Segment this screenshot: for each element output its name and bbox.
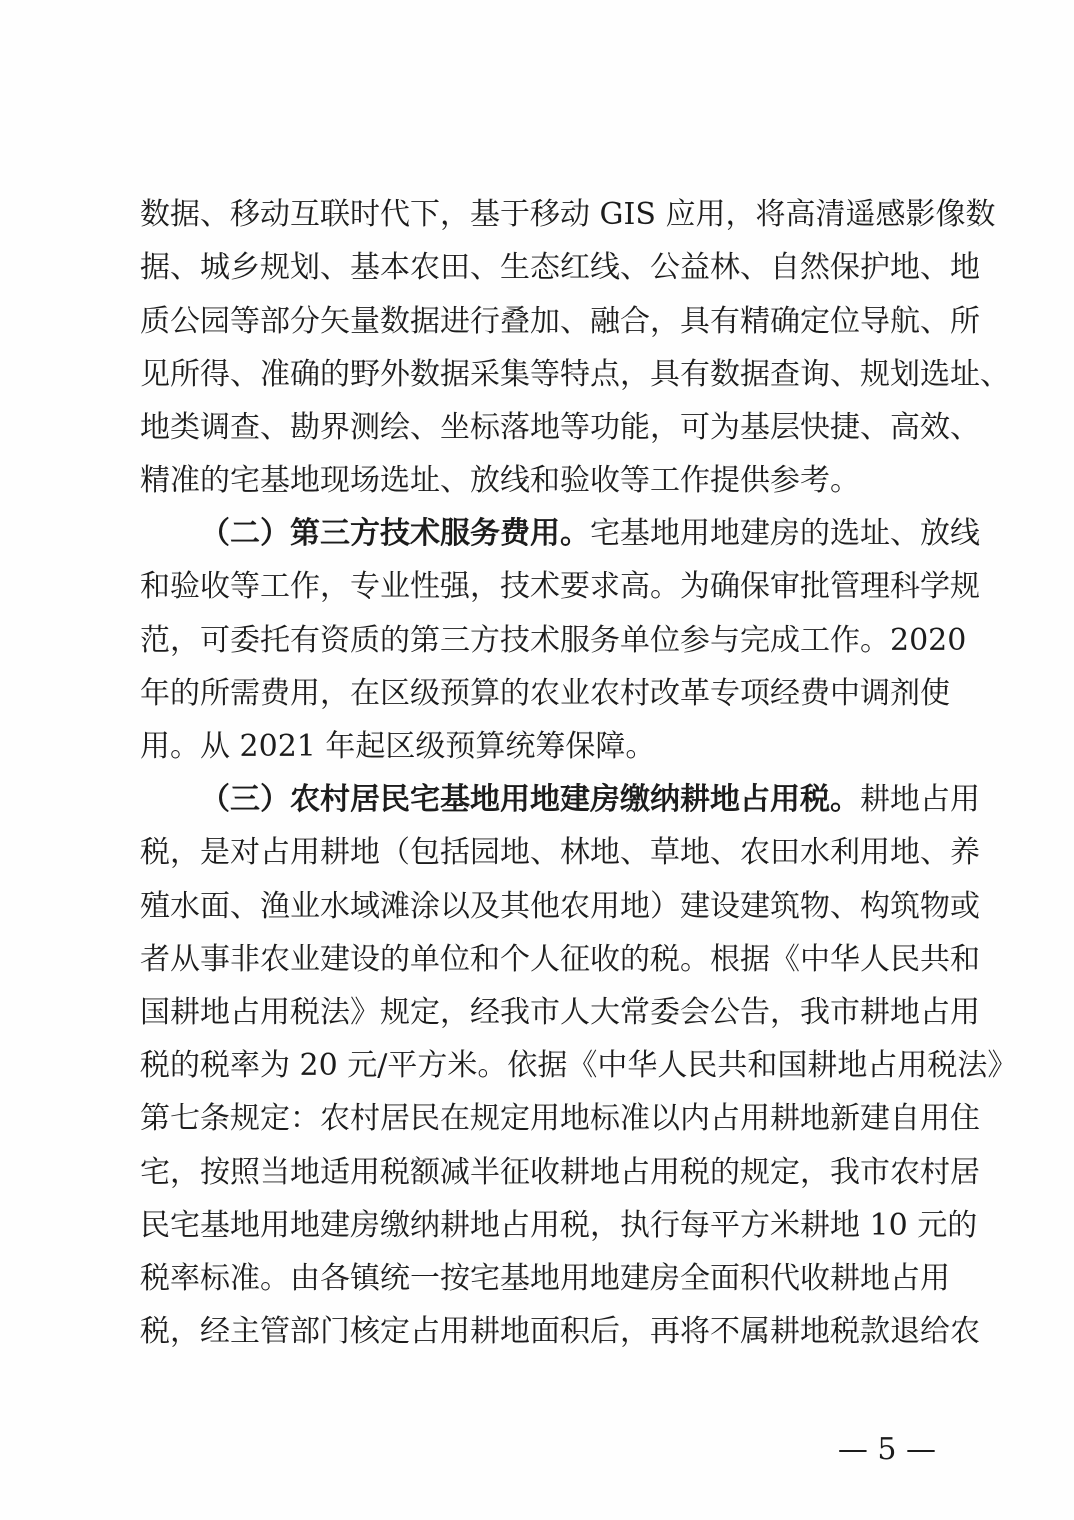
body-text-line: 范，可委托有资质的第三方技术服务单位参与完成工作。2020: [140, 623, 967, 658]
section-heading-line: [200, 514, 980, 554]
body-text-line: 宅，按照当地适用税额减半征收耕地占用税的规定，我市农村居: [140, 1155, 980, 1190]
body-text-line: 第七条规定：农村居民在规定用地标准以内占用耕地新建自用住: [140, 1101, 980, 1136]
section-heading: （二）第三方技术服务费用。: [200, 516, 590, 551]
body-text-line: 和验收等工作，专业性强，技术要求高。为确保审批管理科学规: [140, 569, 980, 604]
section-heading-line: [200, 780, 980, 820]
body-text-line: 殖水面、渔业水域滩涂以及其他农用地）建设建筑物、构筑物或: [140, 889, 980, 924]
body-text-line: 见所得、准确的野外数据采集等特点，具有数据查询、规划选址、: [140, 357, 1010, 392]
body-text-line: 税，是对占用耕地（包括园地、林地、草地、农田水利用地、养: [140, 835, 980, 870]
body-text-line: 年的所需费用，在区级预算的农业农村改革专项经费中调剂使: [140, 676, 950, 711]
body-text-line: 税的税率为 20 元/平方米。依据《中华人民共和国耕地占用税法》: [140, 1048, 1018, 1083]
body-text-line: 据、城乡规划、基本农田、生态红线、公益林、自然保护地、地: [140, 250, 980, 285]
body-text-line: 用。从 2021 年起区级预算统筹保障。: [140, 729, 656, 764]
body-text-line: 民宅基地用地建房缴纳耕地占用税，执行每平方米耕地 10 元的: [140, 1208, 978, 1243]
body-text-line: 地类调查、勘界测绘、坐标落地等功能，可为基层快捷、高效、: [140, 410, 980, 445]
body-text-line: 质公园等部分矢量数据进行叠加、融合，具有精确定位导航、所: [140, 304, 980, 339]
page-number: — 5 —: [837, 1432, 936, 1467]
section-heading: （三）农村居民宅基地用地建房缴纳耕地占用税。: [200, 782, 860, 817]
body-text-line: 数据、移动互联时代下，基于移动 GIS 应用，将高清遥感影像数: [140, 197, 996, 232]
body-text-line: 税率标准。由各镇统一按宅基地用地建房全面积代收耕地占用: [140, 1261, 950, 1296]
body-text-line: 者从事非农业建设的单位和个人征收的税。根据《中华人民共和: [140, 942, 980, 977]
body-text-line: 税，经主管部门核定占用耕地面积后，再将不属耕地税款退给农: [140, 1314, 980, 1349]
body-text-line: 国耕地占用税法》规定，经我市人大常委会公告，我市耕地占用: [140, 995, 980, 1030]
body-text: 宅基地用地建房的选址、放线: [590, 516, 980, 551]
body-text-line: 精准的宅基地现场选址、放线和验收等工作提供参考。: [140, 463, 860, 498]
body-text: 耕地占用: [860, 782, 980, 817]
